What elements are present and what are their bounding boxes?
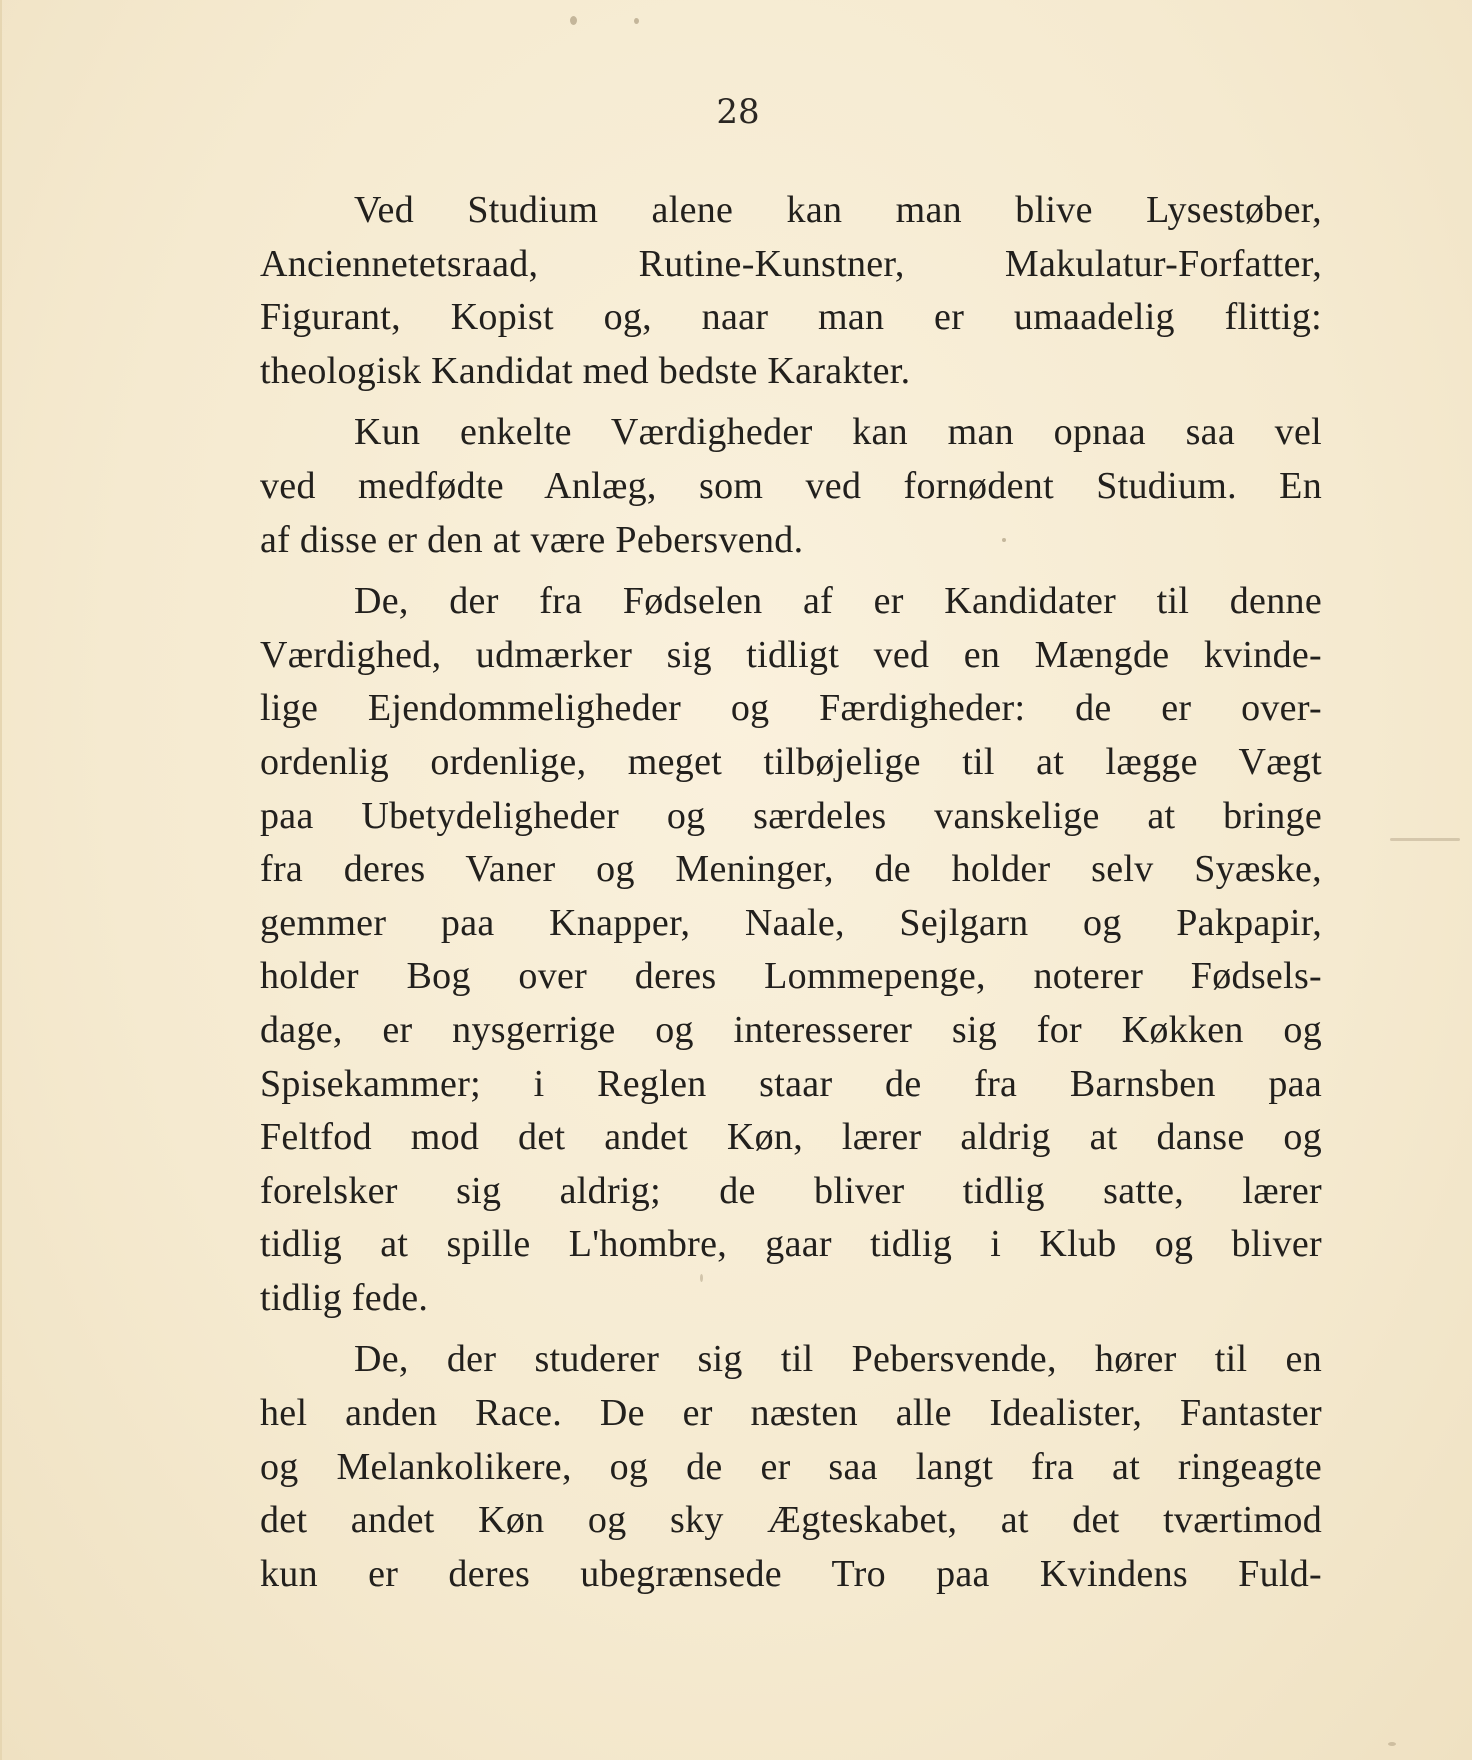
- text-line: ved medfødte Anlæg, som ved fornødent Studium. En: [260, 464, 1322, 507]
- paper-speck: [700, 1274, 703, 1282]
- paper-speck: [1388, 1742, 1396, 1746]
- body-text: [260, 184, 1322, 1601]
- text-line: lige Ejendommeligheder og Færdigheder: de er over-: [260, 687, 1322, 730]
- text-line: kun er deres ubegrænsede Tro paa Kvindens Fuld-: [260, 1552, 1322, 1595]
- text-line: Spisekammer; i Reglen staar de fra Barnsben paa: [260, 1062, 1322, 1105]
- text-line: og Melankolikere, og de er saa langt fra at ringeagte: [260, 1445, 1322, 1488]
- paragraph: [260, 575, 1322, 1325]
- text-line: Feltfod mod det andet Køn, lærer aldrig at danse og: [260, 1116, 1322, 1159]
- text-line: Figurant, Kopist og, naar man er umaadelig flittig:: [260, 296, 1322, 339]
- text-line: theologisk Kandidat med bedste Karakter.: [260, 349, 911, 392]
- text-line: tidlig fede.: [260, 1276, 429, 1319]
- text-line: fra deres Vaner og Meninger, de holder selv Syæske,: [260, 848, 1322, 891]
- text-line: det andet Køn og sky Ægteskabet, at det tværtimod: [260, 1499, 1322, 1542]
- paper-speck: [634, 18, 639, 24]
- text-line: Værdighed, udmærker sig tidligt ved en Mængde kvinde-: [260, 633, 1322, 676]
- text-line: forelsker sig aldrig; de bliver tidlig satte, lærer: [260, 1169, 1322, 1212]
- paragraph: [260, 406, 1322, 567]
- paper-speck: [1390, 838, 1460, 841]
- text-line: Kun enkelte Værdigheder kan man opnaa saa vel: [354, 411, 1322, 454]
- text-line: De, der fra Fødselen af er Kandidater til denne: [354, 580, 1322, 623]
- text-line: Ved Studium alene kan man blive Lysestøber,: [354, 189, 1322, 231]
- paper-speck: [1002, 538, 1006, 542]
- text-line: af disse er den at være Pebersvend.: [260, 518, 804, 561]
- text-line: paa Ubetydeligheder og særdeles vanskelige at bringe: [260, 794, 1322, 837]
- paper-speck: [570, 16, 577, 25]
- paragraph: [260, 184, 1322, 398]
- text-line: gemmer paa Knapper, Naale, Sejlgarn og Pakpapir,: [260, 901, 1322, 944]
- text-line: hel anden Race. De er næsten alle Idealister, Fantaster: [260, 1392, 1322, 1435]
- text-line: tidlig at spille L'hombre, gaar tidlig i Klub og bliver: [260, 1223, 1322, 1266]
- paragraph: [260, 1333, 1322, 1601]
- text-line: dage, er nysgerrige og interesserer sig for Køkken og: [260, 1008, 1322, 1051]
- text-line: ordenlig ordenlige, meget tilbøjelige til at lægge Vægt: [260, 740, 1322, 783]
- page-number: 28: [716, 92, 760, 132]
- text-line: holder Bog over deres Lommepenge, noterer Fødsels-: [260, 955, 1322, 998]
- text-line: De, der studerer sig til Pebersvende, hører til en: [354, 1338, 1322, 1381]
- text-line: Anciennetetsraad, Rutine-Kunstner, Makulatur-Forfatter,: [260, 242, 1322, 285]
